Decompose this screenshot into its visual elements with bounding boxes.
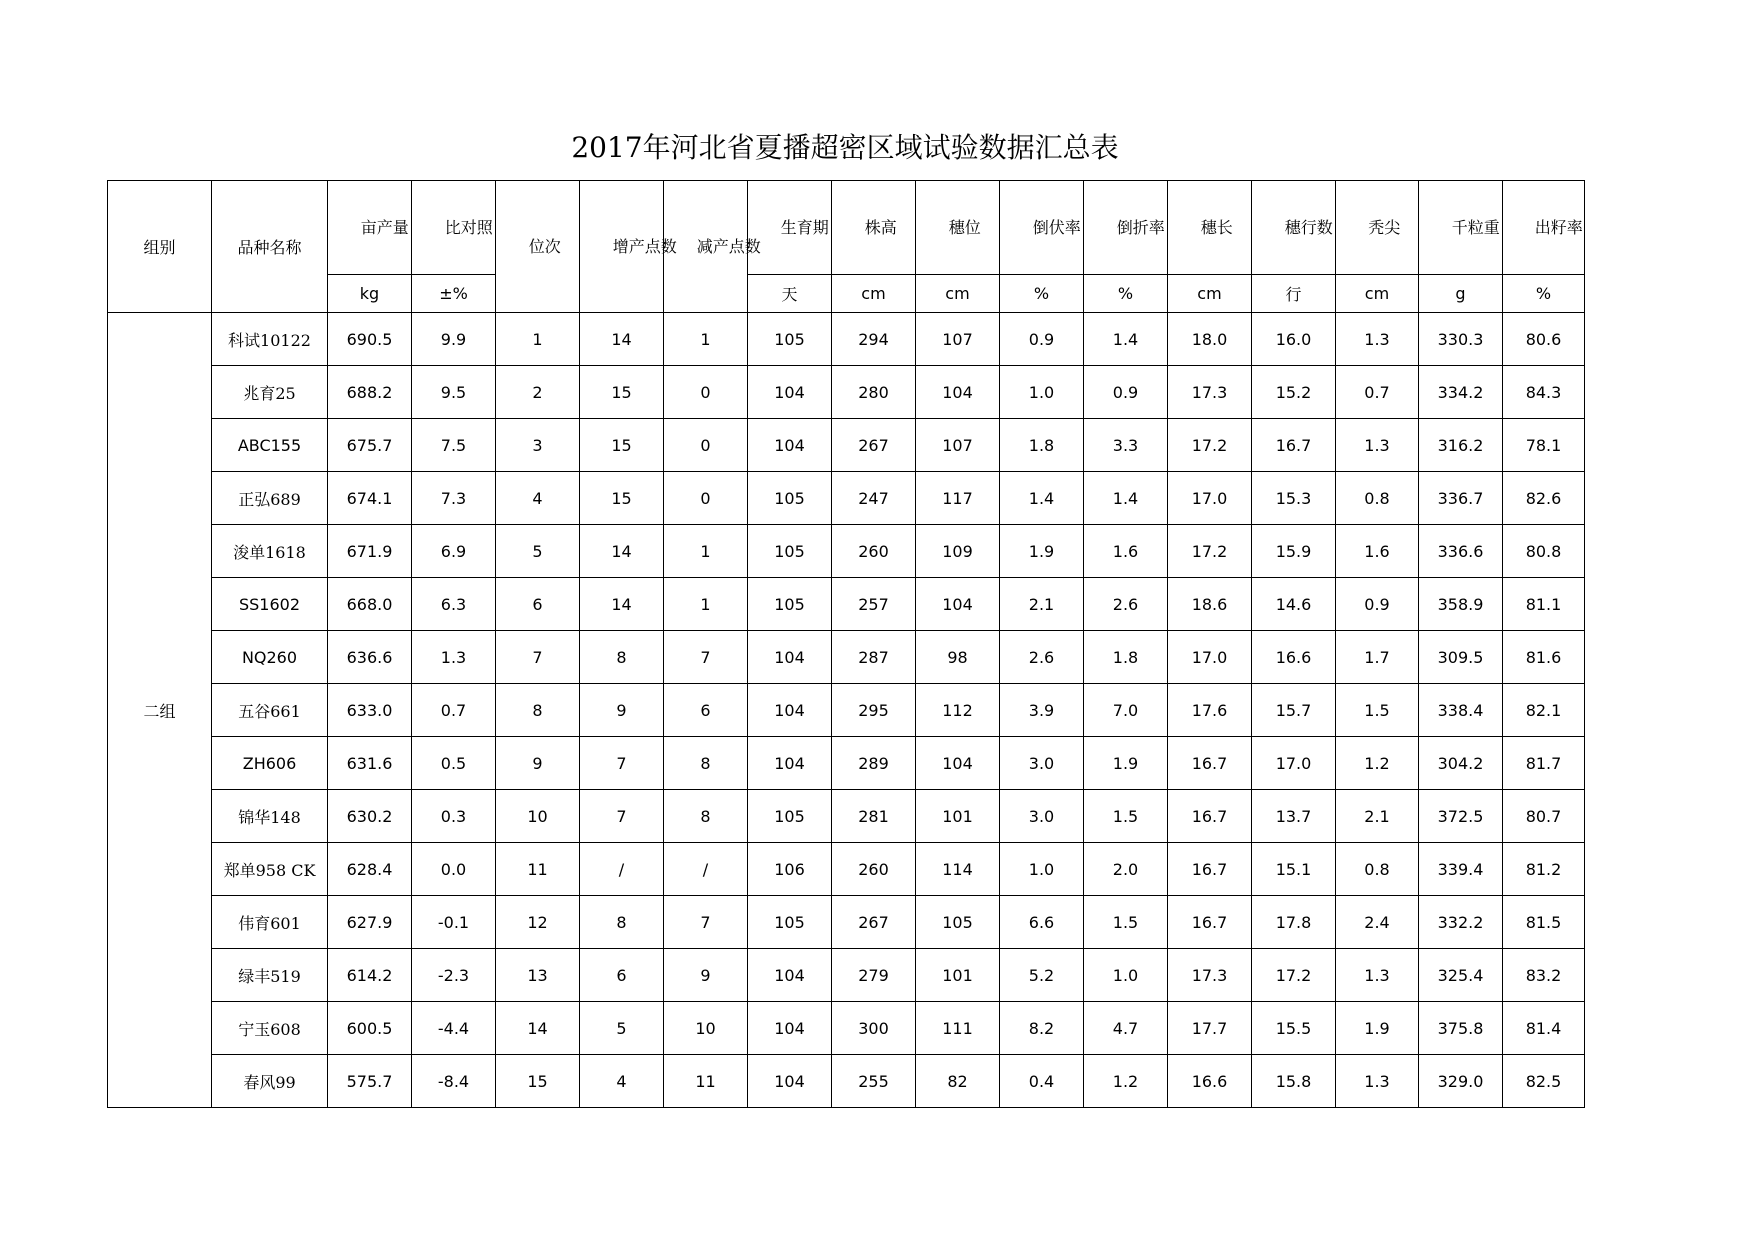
cell-yield: 631.6 <box>328 737 412 790</box>
variety-name-cell: 正弘689 <box>212 472 328 525</box>
cell-breaking-rate: 1.4 <box>1084 472 1168 525</box>
cell-shelling-rate: 81.1 <box>1503 578 1585 631</box>
cell-vs-control: 7.3 <box>412 472 496 525</box>
table-row <box>108 1002 1585 1055</box>
cell-plant-height: 267 <box>832 419 916 472</box>
table-row <box>108 472 1585 525</box>
cell-increase-sites: 14 <box>580 525 664 578</box>
cell-ear-rows: 17.2 <box>1252 949 1336 1002</box>
unit-plant-height: cm <box>832 275 916 313</box>
cell-bald-tip: 1.6 <box>1336 525 1419 578</box>
cell-increase-sites: 4 <box>580 1055 664 1108</box>
cell-lodging-rate: 1.0 <box>1000 366 1084 419</box>
cell-shelling-rate: 82.1 <box>1503 684 1585 737</box>
cell-growth-period: 105 <box>748 525 832 578</box>
unit-vs-control: ±% <box>412 275 496 313</box>
cell-shelling-rate: 80.6 <box>1503 313 1585 366</box>
cell-shelling-rate: 81.7 <box>1503 737 1585 790</box>
cell-decrease-sites: / <box>664 843 748 896</box>
cell-decrease-sites: 8 <box>664 737 748 790</box>
cell-ear-length: 17.0 <box>1168 631 1252 684</box>
cell-shelling-rate: 81.4 <box>1503 1002 1585 1055</box>
cell-plant-height: 257 <box>832 578 916 631</box>
group-cell: 二组 <box>108 313 212 1108</box>
cell-plant-height: 260 <box>832 525 916 578</box>
header-lodging-rate: 倒伏率 <box>1000 181 1084 275</box>
cell-bald-tip: 2.1 <box>1336 790 1419 843</box>
cell-bald-tip: 1.3 <box>1336 313 1419 366</box>
cell-lodging-rate: 0.4 <box>1000 1055 1084 1108</box>
table-row <box>108 896 1585 949</box>
table-row <box>108 631 1585 684</box>
cell-plant-height: 289 <box>832 737 916 790</box>
cell-lodging-rate: 3.0 <box>1000 790 1084 843</box>
cell-shelling-rate: 81.6 <box>1503 631 1585 684</box>
unit-bald-tip: cm <box>1336 275 1419 313</box>
cell-rank: 15 <box>496 1055 580 1108</box>
cell-bald-tip: 1.7 <box>1336 631 1419 684</box>
cell-ear-length: 17.0 <box>1168 472 1252 525</box>
variety-name-cell: 五谷661 <box>212 684 328 737</box>
cell-ear-length: 18.6 <box>1168 578 1252 631</box>
cell-kernel-weight: 329.0 <box>1419 1055 1503 1108</box>
table-row <box>108 525 1585 578</box>
cell-growth-period: 105 <box>748 896 832 949</box>
unit-ear-height: cm <box>916 275 1000 313</box>
table-row <box>108 737 1585 790</box>
cell-yield: 627.9 <box>328 896 412 949</box>
cell-growth-period: 104 <box>748 1002 832 1055</box>
cell-lodging-rate: 1.0 <box>1000 843 1084 896</box>
cell-lodging-rate: 2.6 <box>1000 631 1084 684</box>
cell-kernel-weight: 316.2 <box>1419 419 1503 472</box>
cell-growth-period: 106 <box>748 843 832 896</box>
cell-yield: 628.4 <box>328 843 412 896</box>
header-rank: 位次 <box>496 181 580 313</box>
header-bald-tip: 秃尖 <box>1336 181 1419 275</box>
cell-ear-height: 98 <box>916 631 1000 684</box>
header-row <box>108 181 1585 275</box>
cell-breaking-rate: 2.0 <box>1084 843 1168 896</box>
cell-ear-rows: 15.1 <box>1252 843 1336 896</box>
variety-name-cell: 伟育601 <box>212 896 328 949</box>
cell-ear-rows: 15.9 <box>1252 525 1336 578</box>
cell-plant-height: 294 <box>832 313 916 366</box>
cell-shelling-rate: 83.2 <box>1503 949 1585 1002</box>
table-body <box>108 313 1585 1108</box>
variety-name-cell: SS1602 <box>212 578 328 631</box>
cell-plant-height: 280 <box>832 366 916 419</box>
cell-vs-control: -0.1 <box>412 896 496 949</box>
cell-vs-control: 0.3 <box>412 790 496 843</box>
cell-kernel-weight: 334.2 <box>1419 366 1503 419</box>
cell-plant-height: 300 <box>832 1002 916 1055</box>
cell-bald-tip: 1.3 <box>1336 419 1419 472</box>
cell-ear-height: 112 <box>916 684 1000 737</box>
cell-shelling-rate: 84.3 <box>1503 366 1585 419</box>
cell-increase-sites: 9 <box>580 684 664 737</box>
cell-yield: 636.6 <box>328 631 412 684</box>
unit-ear-length: cm <box>1168 275 1252 313</box>
cell-kernel-weight: 304.2 <box>1419 737 1503 790</box>
cell-decrease-sites: 10 <box>664 1002 748 1055</box>
cell-rank: 7 <box>496 631 580 684</box>
table-row <box>108 684 1585 737</box>
header-unit-row <box>108 275 1585 313</box>
unit-growth-period: 天 <box>748 275 832 313</box>
cell-rank: 13 <box>496 949 580 1002</box>
variety-name-cell: NQ260 <box>212 631 328 684</box>
cell-kernel-weight: 330.3 <box>1419 313 1503 366</box>
cell-increase-sites: 7 <box>580 737 664 790</box>
cell-yield: 690.5 <box>328 313 412 366</box>
header-plant-height: 株高 <box>832 181 916 275</box>
cell-rank: 14 <box>496 1002 580 1055</box>
cell-decrease-sites: 9 <box>664 949 748 1002</box>
cell-lodging-rate: 8.2 <box>1000 1002 1084 1055</box>
data-table <box>107 180 1585 1108</box>
cell-ear-height: 104 <box>916 737 1000 790</box>
cell-decrease-sites: 7 <box>664 631 748 684</box>
cell-increase-sites: 5 <box>580 1002 664 1055</box>
cell-yield: 674.1 <box>328 472 412 525</box>
cell-plant-height: 287 <box>832 631 916 684</box>
cell-vs-control: 1.3 <box>412 631 496 684</box>
table-row <box>108 313 1585 366</box>
cell-breaking-rate: 1.0 <box>1084 949 1168 1002</box>
cell-ear-length: 17.6 <box>1168 684 1252 737</box>
cell-bald-tip: 1.3 <box>1336 1055 1419 1108</box>
cell-vs-control: 6.9 <box>412 525 496 578</box>
cell-growth-period: 104 <box>748 949 832 1002</box>
cell-ear-height: 82 <box>916 1055 1000 1108</box>
cell-shelling-rate: 81.5 <box>1503 896 1585 949</box>
cell-breaking-rate: 1.5 <box>1084 790 1168 843</box>
cell-yield: 668.0 <box>328 578 412 631</box>
variety-name-cell: ZH606 <box>212 737 328 790</box>
cell-bald-tip: 2.4 <box>1336 896 1419 949</box>
variety-name-cell: 郑单958 CK <box>212 843 328 896</box>
header-ear-rows: 穗行数 <box>1252 181 1336 275</box>
cell-breaking-rate: 1.8 <box>1084 631 1168 684</box>
cell-kernel-weight: 338.4 <box>1419 684 1503 737</box>
cell-vs-control: -2.3 <box>412 949 496 1002</box>
cell-bald-tip: 0.7 <box>1336 366 1419 419</box>
cell-shelling-rate: 78.1 <box>1503 419 1585 472</box>
cell-increase-sites: 14 <box>580 313 664 366</box>
unit-ear-rows: 行 <box>1252 275 1336 313</box>
cell-decrease-sites: 0 <box>664 366 748 419</box>
cell-ear-length: 17.2 <box>1168 525 1252 578</box>
cell-breaking-rate: 1.9 <box>1084 737 1168 790</box>
cell-lodging-rate: 1.9 <box>1000 525 1084 578</box>
header-increase-sites: 增产点数 <box>580 181 664 313</box>
cell-plant-height: 247 <box>832 472 916 525</box>
cell-lodging-rate: 3.9 <box>1000 684 1084 737</box>
cell-decrease-sites: 8 <box>664 790 748 843</box>
cell-increase-sites: 15 <box>580 419 664 472</box>
cell-ear-height: 101 <box>916 949 1000 1002</box>
cell-rank: 2 <box>496 366 580 419</box>
cell-breaking-rate: 4.7 <box>1084 1002 1168 1055</box>
cell-lodging-rate: 3.0 <box>1000 737 1084 790</box>
cell-ear-rows: 17.0 <box>1252 737 1336 790</box>
cell-ear-length: 16.6 <box>1168 1055 1252 1108</box>
cell-bald-tip: 0.9 <box>1336 578 1419 631</box>
cell-ear-rows: 16.6 <box>1252 631 1336 684</box>
cell-rank: 9 <box>496 737 580 790</box>
cell-growth-period: 105 <box>748 790 832 843</box>
cell-plant-height: 260 <box>832 843 916 896</box>
cell-rank: 6 <box>496 578 580 631</box>
cell-ear-length: 16.7 <box>1168 737 1252 790</box>
cell-lodging-rate: 1.4 <box>1000 472 1084 525</box>
cell-breaking-rate: 7.0 <box>1084 684 1168 737</box>
cell-rank: 11 <box>496 843 580 896</box>
cell-vs-control: -8.4 <box>412 1055 496 1108</box>
unit-yield: kg <box>328 275 412 313</box>
cell-increase-sites: 15 <box>580 472 664 525</box>
cell-growth-period: 104 <box>748 684 832 737</box>
cell-breaking-rate: 3.3 <box>1084 419 1168 472</box>
unit-kernel-weight: g <box>1419 275 1503 313</box>
table-row <box>108 419 1585 472</box>
cell-ear-height: 107 <box>916 313 1000 366</box>
cell-growth-period: 104 <box>748 631 832 684</box>
cell-ear-length: 17.2 <box>1168 419 1252 472</box>
cell-ear-length: 17.3 <box>1168 949 1252 1002</box>
cell-vs-control: 9.5 <box>412 366 496 419</box>
cell-ear-rows: 13.7 <box>1252 790 1336 843</box>
cell-ear-rows: 16.0 <box>1252 313 1336 366</box>
cell-bald-tip: 1.2 <box>1336 737 1419 790</box>
cell-vs-control: -4.4 <box>412 1002 496 1055</box>
cell-yield: 614.2 <box>328 949 412 1002</box>
cell-ear-height: 111 <box>916 1002 1000 1055</box>
cell-ear-rows: 15.7 <box>1252 684 1336 737</box>
cell-breaking-rate: 1.2 <box>1084 1055 1168 1108</box>
cell-kernel-weight: 309.5 <box>1419 631 1503 684</box>
cell-ear-rows: 16.7 <box>1252 419 1336 472</box>
cell-ear-length: 16.7 <box>1168 790 1252 843</box>
table-row <box>108 366 1585 419</box>
unit-lodging-rate: % <box>1000 275 1084 313</box>
cell-decrease-sites: 1 <box>664 313 748 366</box>
cell-decrease-sites: 6 <box>664 684 748 737</box>
cell-decrease-sites: 1 <box>664 578 748 631</box>
cell-rank: 10 <box>496 790 580 843</box>
cell-ear-rows: 15.2 <box>1252 366 1336 419</box>
cell-shelling-rate: 82.5 <box>1503 1055 1585 1108</box>
cell-shelling-rate: 80.7 <box>1503 790 1585 843</box>
variety-name-cell: 兆育25 <box>212 366 328 419</box>
cell-increase-sites: 8 <box>580 631 664 684</box>
cell-kernel-weight: 325.4 <box>1419 949 1503 1002</box>
cell-decrease-sites: 1 <box>664 525 748 578</box>
variety-name-cell: 绿丰519 <box>212 949 328 1002</box>
variety-name-cell: ABC155 <box>212 419 328 472</box>
cell-vs-control: 7.5 <box>412 419 496 472</box>
table-row <box>108 1055 1585 1108</box>
cell-vs-control: 9.9 <box>412 313 496 366</box>
cell-lodging-rate: 5.2 <box>1000 949 1084 1002</box>
page-title: 2017年河北省夏播超密区域试验数据汇总表 <box>571 131 1119 164</box>
cell-yield: 600.5 <box>328 1002 412 1055</box>
cell-shelling-rate: 82.6 <box>1503 472 1585 525</box>
cell-growth-period: 104 <box>748 366 832 419</box>
cell-ear-length: 18.0 <box>1168 313 1252 366</box>
header-vs-control: 比对照 <box>412 181 496 275</box>
cell-ear-height: 107 <box>916 419 1000 472</box>
cell-growth-period: 104 <box>748 1055 832 1108</box>
cell-decrease-sites: 0 <box>664 419 748 472</box>
cell-breaking-rate: 1.5 <box>1084 896 1168 949</box>
cell-breaking-rate: 2.6 <box>1084 578 1168 631</box>
cell-decrease-sites: 0 <box>664 472 748 525</box>
cell-yield: 575.7 <box>328 1055 412 1108</box>
cell-rank: 3 <box>496 419 580 472</box>
cell-ear-height: 101 <box>916 790 1000 843</box>
cell-rank: 5 <box>496 525 580 578</box>
cell-bald-tip: 1.5 <box>1336 684 1419 737</box>
header-decrease-sites: 减产点数 <box>664 181 748 313</box>
cell-plant-height: 255 <box>832 1055 916 1108</box>
cell-bald-tip: 1.3 <box>1336 949 1419 1002</box>
cell-kernel-weight: 372.5 <box>1419 790 1503 843</box>
cell-decrease-sites: 7 <box>664 896 748 949</box>
cell-vs-control: 6.3 <box>412 578 496 631</box>
variety-name-cell: 宁玉608 <box>212 1002 328 1055</box>
cell-increase-sites: 7 <box>580 790 664 843</box>
cell-ear-rows: 15.5 <box>1252 1002 1336 1055</box>
header-shelling-rate: 出籽率 <box>1503 181 1585 275</box>
cell-increase-sites: 8 <box>580 896 664 949</box>
cell-ear-height: 117 <box>916 472 1000 525</box>
variety-name-cell: 春风99 <box>212 1055 328 1108</box>
cell-vs-control: 0.0 <box>412 843 496 896</box>
cell-shelling-rate: 80.8 <box>1503 525 1585 578</box>
cell-growth-period: 104 <box>748 419 832 472</box>
cell-breaking-rate: 1.4 <box>1084 313 1168 366</box>
cell-rank: 1 <box>496 313 580 366</box>
cell-lodging-rate: 1.8 <box>1000 419 1084 472</box>
cell-shelling-rate: 81.2 <box>1503 843 1585 896</box>
cell-plant-height: 281 <box>832 790 916 843</box>
cell-growth-period: 104 <box>748 737 832 790</box>
cell-yield: 633.0 <box>328 684 412 737</box>
cell-yield: 630.2 <box>328 790 412 843</box>
cell-kernel-weight: 339.4 <box>1419 843 1503 896</box>
cell-kernel-weight: 358.9 <box>1419 578 1503 631</box>
cell-plant-height: 267 <box>832 896 916 949</box>
variety-name-cell: 浚单1618 <box>212 525 328 578</box>
unit-breaking-rate: % <box>1084 275 1168 313</box>
cell-rank: 12 <box>496 896 580 949</box>
cell-rank: 8 <box>496 684 580 737</box>
unit-shelling-rate: % <box>1503 275 1585 313</box>
cell-kernel-weight: 336.6 <box>1419 525 1503 578</box>
cell-kernel-weight: 375.8 <box>1419 1002 1503 1055</box>
cell-bald-tip: 1.9 <box>1336 1002 1419 1055</box>
cell-breaking-rate: 1.6 <box>1084 525 1168 578</box>
header-variety-name: 品种名称 <box>212 181 328 313</box>
cell-increase-sites: 15 <box>580 366 664 419</box>
cell-ear-height: 105 <box>916 896 1000 949</box>
cell-kernel-weight: 336.7 <box>1419 472 1503 525</box>
cell-increase-sites: 14 <box>580 578 664 631</box>
cell-increase-sites: 6 <box>580 949 664 1002</box>
table-row <box>108 790 1585 843</box>
cell-vs-control: 0.5 <box>412 737 496 790</box>
cell-lodging-rate: 0.9 <box>1000 313 1084 366</box>
cell-growth-period: 105 <box>748 313 832 366</box>
header-yield: 亩产量 <box>328 181 412 275</box>
cell-growth-period: 105 <box>748 472 832 525</box>
cell-bald-tip: 0.8 <box>1336 843 1419 896</box>
cell-ear-height: 104 <box>916 366 1000 419</box>
header-group: 组别 <box>108 181 212 313</box>
cell-ear-length: 16.7 <box>1168 843 1252 896</box>
header-ear-length: 穗长 <box>1168 181 1252 275</box>
cell-ear-height: 114 <box>916 843 1000 896</box>
cell-yield: 671.9 <box>328 525 412 578</box>
header-kernel-weight: 千粒重 <box>1419 181 1503 275</box>
cell-ear-height: 104 <box>916 578 1000 631</box>
cell-rank: 4 <box>496 472 580 525</box>
cell-vs-control: 0.7 <box>412 684 496 737</box>
cell-ear-rows: 15.8 <box>1252 1055 1336 1108</box>
cell-kernel-weight: 332.2 <box>1419 896 1503 949</box>
cell-increase-sites: / <box>580 843 664 896</box>
variety-name-cell: 科试10122 <box>212 313 328 366</box>
cell-bald-tip: 0.8 <box>1336 472 1419 525</box>
cell-ear-length: 17.7 <box>1168 1002 1252 1055</box>
header-ear-height: 穗位 <box>916 181 1000 275</box>
cell-ear-rows: 15.3 <box>1252 472 1336 525</box>
cell-ear-length: 17.3 <box>1168 366 1252 419</box>
cell-plant-height: 279 <box>832 949 916 1002</box>
cell-ear-rows: 17.8 <box>1252 896 1336 949</box>
cell-ear-length: 16.7 <box>1168 896 1252 949</box>
table-row <box>108 578 1585 631</box>
cell-decrease-sites: 11 <box>664 1055 748 1108</box>
cell-ear-height: 109 <box>916 525 1000 578</box>
header-breaking-rate: 倒折率 <box>1084 181 1168 275</box>
table-row <box>108 843 1585 896</box>
cell-plant-height: 295 <box>832 684 916 737</box>
variety-name-cell: 锦华148 <box>212 790 328 843</box>
cell-lodging-rate: 2.1 <box>1000 578 1084 631</box>
cell-lodging-rate: 6.6 <box>1000 896 1084 949</box>
cell-ear-rows: 14.6 <box>1252 578 1336 631</box>
table-row <box>108 949 1585 1002</box>
cell-growth-period: 105 <box>748 578 832 631</box>
cell-breaking-rate: 0.9 <box>1084 366 1168 419</box>
cell-yield: 688.2 <box>328 366 412 419</box>
header-growth-period: 生育期 <box>748 181 832 275</box>
cell-yield: 675.7 <box>328 419 412 472</box>
